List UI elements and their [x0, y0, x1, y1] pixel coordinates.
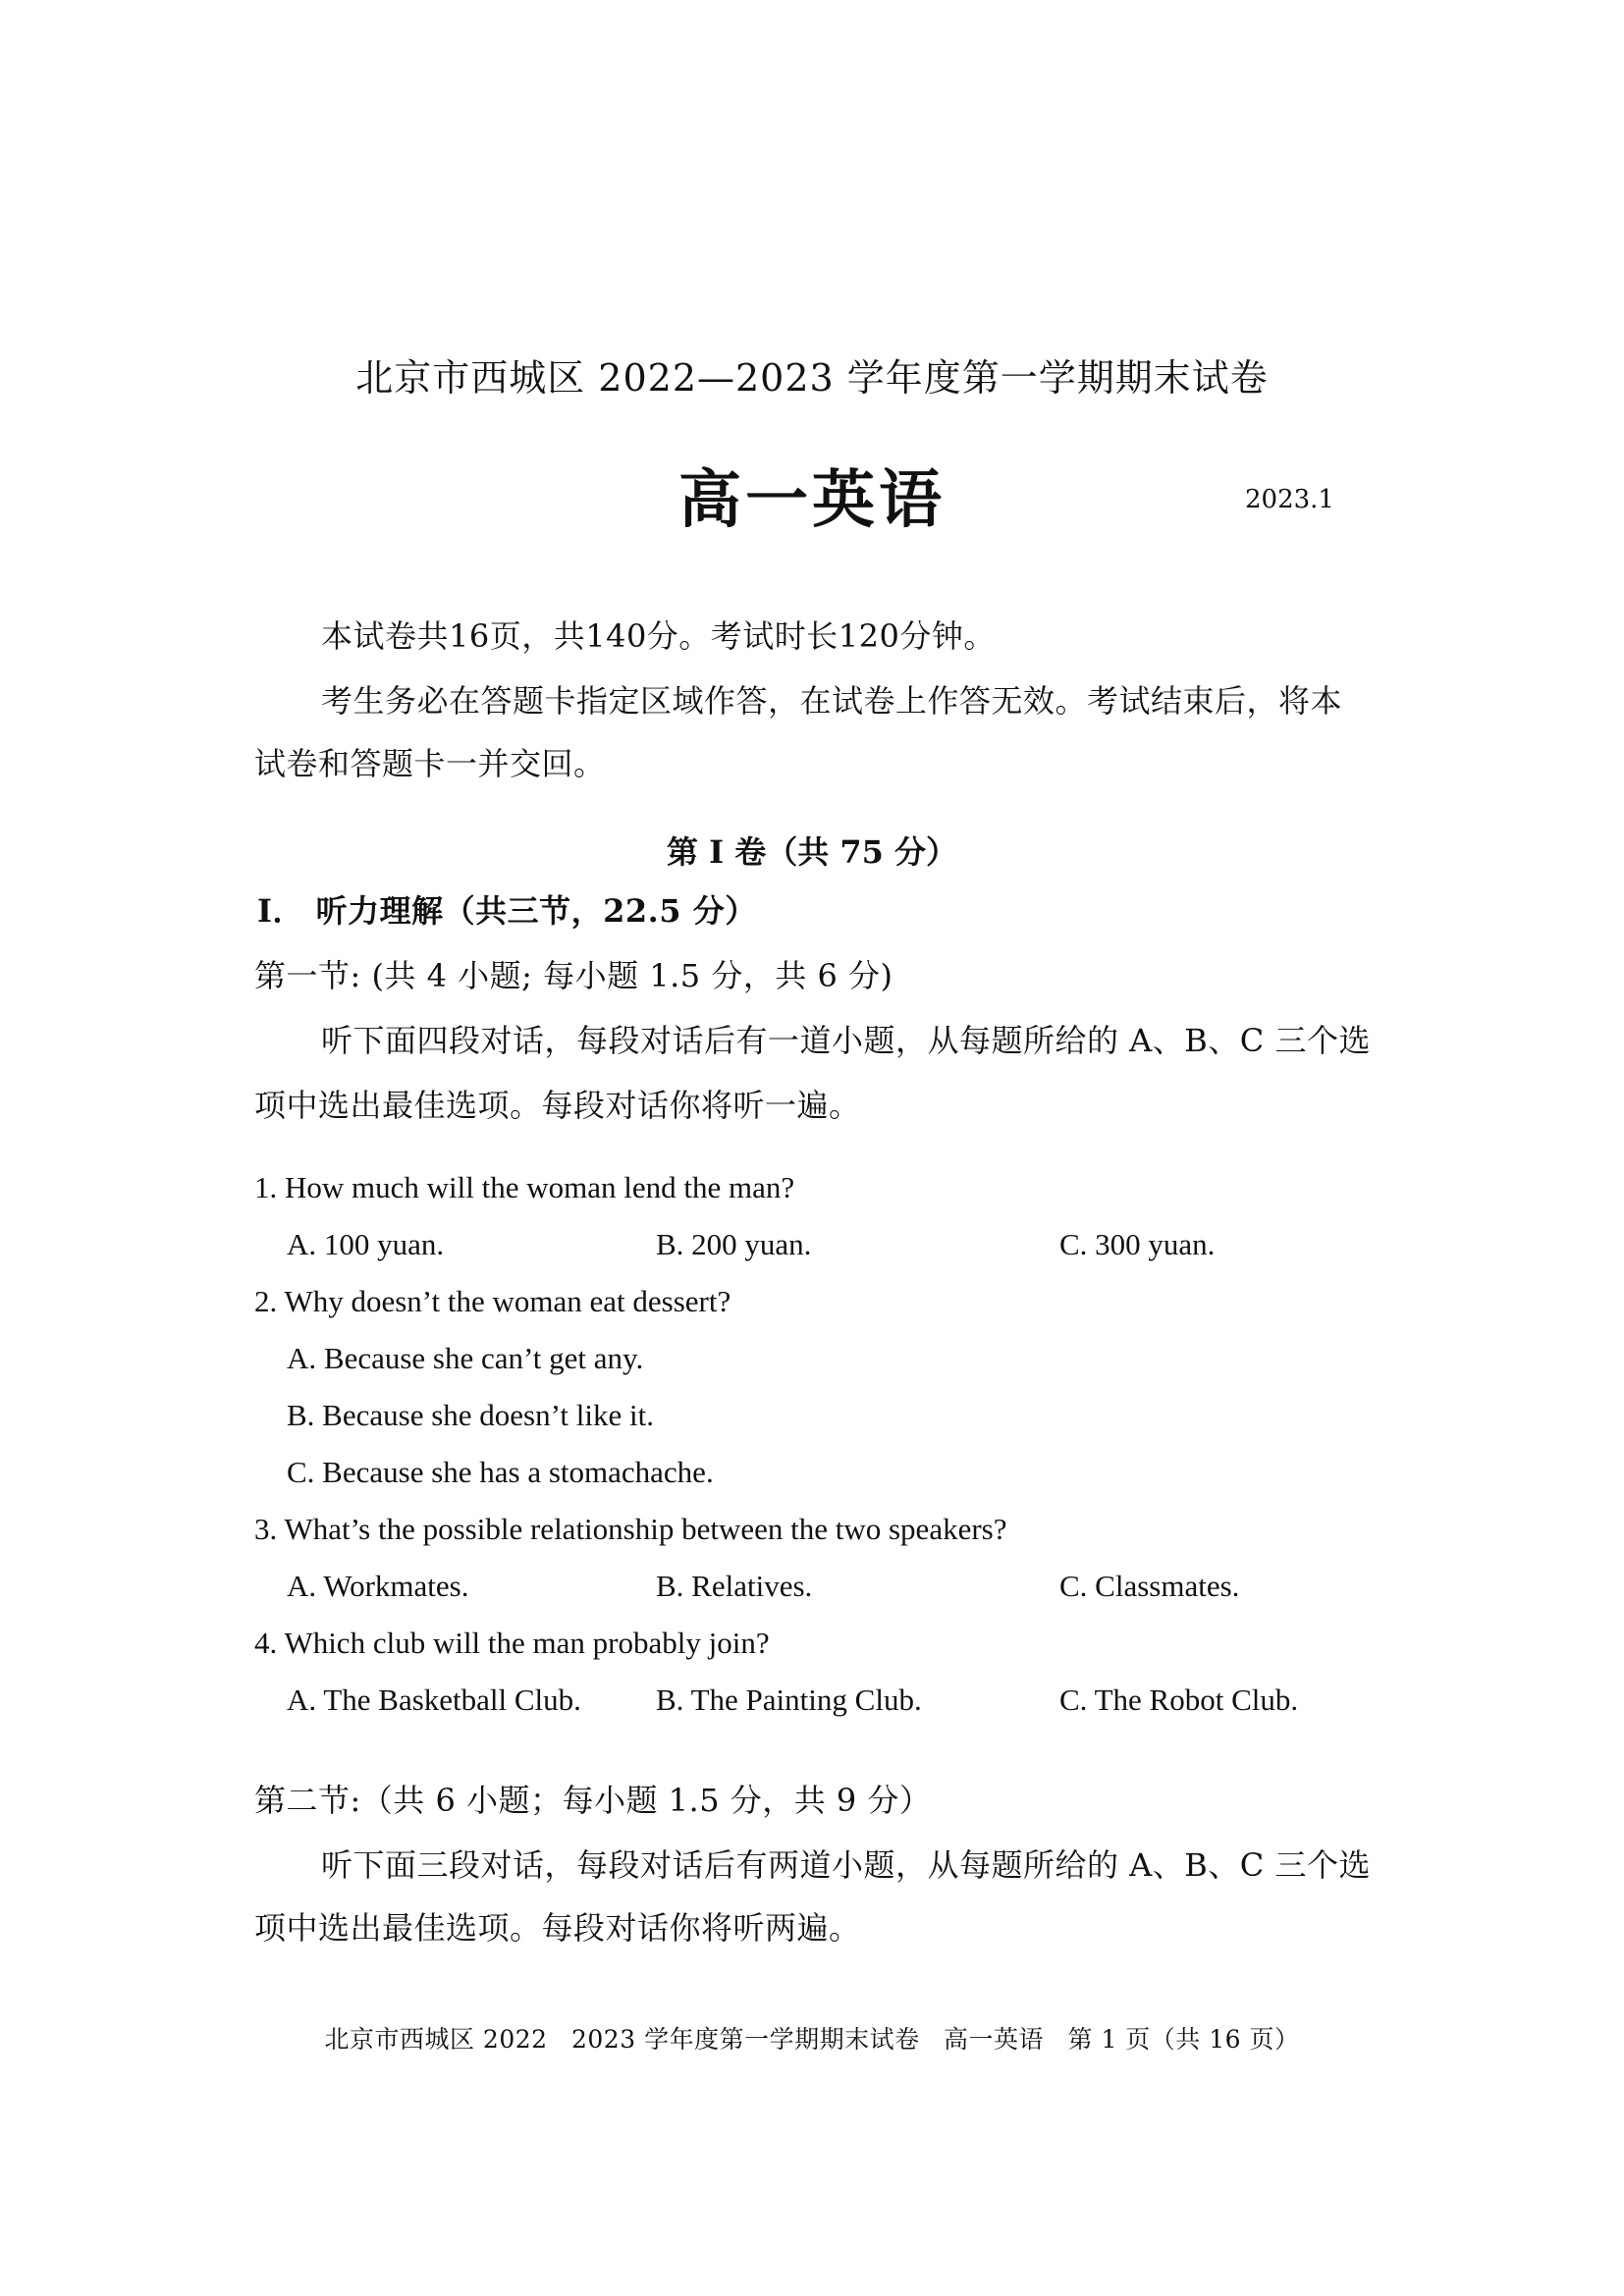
question-4-option-b: B. The Painting Club. — [656, 1682, 922, 1717]
question-3-stem: 3. What’s the possible relationship between the two speakers? — [254, 1512, 1007, 1546]
instructions-line-1: 本试卷共16页，共140分。考试时长120分钟。 — [321, 617, 996, 655]
section-title: I． 听力理解（共三节，22.5 分） — [257, 892, 757, 930]
subsection-1-directions-line-1: 听下面四段对话，每段对话后有一道小题，从每题所给的 A、B、C 三个选 — [321, 1022, 1371, 1059]
question-3-option-b: B. Relatives. — [656, 1569, 813, 1603]
question-1-option-c: C. 300 yuan. — [1059, 1227, 1216, 1261]
subsection-1-title: 第一节: (共 4 小题; 每小题 1.5 分，共 6 分) — [254, 957, 893, 994]
question-2-option-b: B. Because she doesn’t like it. — [287, 1398, 654, 1432]
question-2-option-a: A. Because she can’t get any. — [287, 1341, 644, 1375]
question-2-stem: 2. Why doesn’t the woman eat dessert? — [254, 1284, 731, 1318]
question-4-stem: 4. Which club will the man probably join? — [254, 1626, 770, 1660]
footer-subject: 高一英语 — [944, 2025, 1045, 2054]
question-3-option-a: A. Workmates. — [287, 1569, 469, 1603]
question-1-stem: 1. How much will the woman lend the man? — [254, 1170, 795, 1204]
subsection-1-directions-line-2: 项中选出最佳选项。每段对话你将听一遍。 — [254, 1087, 861, 1124]
footer-page-info: 第 1 页（共 16 页） — [1067, 2025, 1300, 2054]
subject-title: 高一英语 — [678, 463, 946, 537]
question-1-option-b: B. 200 yuan. — [656, 1227, 812, 1261]
question-3-option-c: C. Classmates. — [1059, 1569, 1240, 1603]
question-2-option-c: C. Because she has a stomachache. — [287, 1455, 714, 1489]
subsection-2-directions-line-1: 听下面三段对话，每段对话后有两道小题，从每题所给的 A、B、C 三个选 — [321, 1846, 1371, 1884]
footer-exam-name-2: 2023 学年度第一学期期末试卷 — [571, 2025, 920, 2054]
footer-exam-name: 北京市西城区 2022 — [324, 2025, 548, 2054]
question-4-option-c: C. The Robot Club. — [1059, 1682, 1299, 1717]
subsection-2-directions-line-2: 项中选出最佳选项。每段对话你将听两遍。 — [254, 1909, 861, 1947]
instructions-line-2: 考生务必在答题卡指定区域作答，在试卷上作答无效。考试结束后，将本 — [321, 682, 1343, 720]
exam-date: 2023.1 — [1245, 485, 1334, 514]
part-heading: 第 I 卷（共 75 分） — [666, 833, 958, 871]
question-4-option-a: A. The Basketball Club. — [287, 1682, 581, 1717]
subsection-2-title: 第二节:（共 6 小题；每小题 1.5 分，共 9 分） — [254, 1782, 932, 1819]
question-1-option-a: A. 100 yuan. — [287, 1227, 445, 1261]
exam-title: 北京市西城区 2022—2023 学年度第一学期期末试卷 — [355, 356, 1269, 400]
page-footer — [0, 2020, 1624, 2056]
instructions-line-3: 试卷和答题卡一并交回。 — [254, 745, 606, 782]
